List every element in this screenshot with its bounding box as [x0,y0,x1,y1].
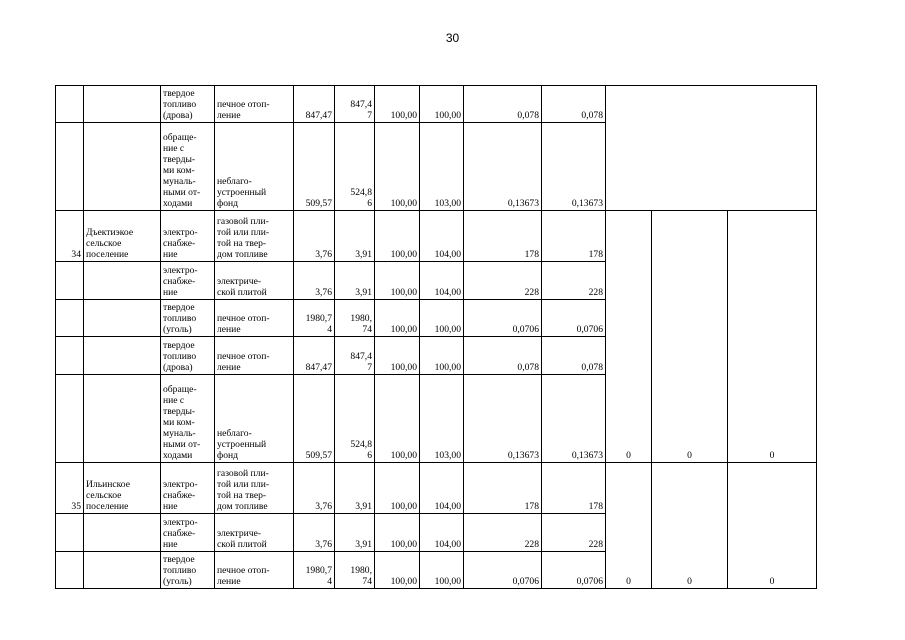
tariff-table [55,85,817,589]
tariff-new-cell: 3,91 [335,211,375,262]
tariff-base-cell: 509,57 [294,123,335,211]
index-1-cell: 100,00 [375,514,420,552]
index-2-cell: 100,00 [420,300,464,337]
tariff-new-cell: 3,91 [335,262,375,300]
norm-1-cell: 0,13673 [464,375,542,463]
index-1-cell: 100,00 [375,86,420,123]
row-number-cell [56,123,84,211]
usage-type-cell: печное отоп- ление [215,300,294,337]
settlement-name-cell: Дъектиэкое сельское поселение [84,211,161,262]
table-row [56,211,817,262]
norm-2-cell: 0,078 [542,86,606,123]
usage-type-cell: неблаго- устроенный фонд [215,123,294,211]
service-type-cell: электро- снабже- ние [161,262,215,300]
group34-total-1: 0 [606,211,652,463]
usage-type-cell: неблаго- устроенный фонд [215,375,294,463]
row-number-cell: 35 [56,463,84,514]
norm-2-cell: 228 [542,262,606,300]
table-body [56,86,817,589]
tariff-base-cell: 847,47 [294,337,335,375]
tariff-new-cell: 847,4 7 [335,86,375,123]
index-1-cell: 100,00 [375,337,420,375]
tariff-new-cell: 524,8 6 [335,375,375,463]
norm-1-cell: 0,078 [464,86,542,123]
index-1-cell: 100,00 [375,375,420,463]
usage-type-cell: печное отоп- ление [215,86,294,123]
index-2-cell: 103,00 [420,123,464,211]
index-1-cell: 100,00 [375,300,420,337]
group34-total-2: 0 [652,211,728,463]
table-row [56,463,817,514]
row-number-cell [56,375,84,463]
norm-2-cell: 0,0706 [542,300,606,337]
index-2-cell: 104,00 [420,463,464,514]
row-number-cell [56,337,84,375]
service-type-cell: твердое топливо (уголь) [161,300,215,337]
norm-2-cell: 0,0706 [542,552,606,589]
index-2-cell: 100,00 [420,552,464,589]
norm-2-cell: 178 [542,463,606,514]
norm-1-cell: 0,0706 [464,300,542,337]
row-number-cell: 34 [56,211,84,262]
service-type-cell: твердое топливо (уголь) [161,552,215,589]
row-number-cell [56,300,84,337]
settlement-name-cell [84,514,161,552]
settlement-name-cell: Ильинское сельское поселение [84,463,161,514]
service-type-cell: твердое топливо (дрова) [161,337,215,375]
tariff-base-cell: 3,76 [294,514,335,552]
tariff-base-cell: 1980,7 4 [294,552,335,589]
tariff-new-cell: 524,8 6 [335,123,375,211]
index-2-cell: 100,00 [420,86,464,123]
group35-total-2: 0 [652,463,728,589]
index-2-cell: 104,00 [420,262,464,300]
table-row [56,86,817,123]
tariff-new-cell: 847,4 7 [335,337,375,375]
index-1-cell: 100,00 [375,123,420,211]
usage-type-cell: электриче- ской плитой [215,262,294,300]
row-number-cell [56,514,84,552]
settlement-name-cell [84,375,161,463]
tariff-new-cell: 1980, 74 [335,552,375,589]
group35-total-3: 0 [728,463,817,589]
index-1-cell: 100,00 [375,463,420,514]
row-number-cell [56,86,84,123]
norm-2-cell: 0,078 [542,337,606,375]
index-1-cell: 100,00 [375,211,420,262]
tariff-base-cell: 3,76 [294,211,335,262]
tariff-base-cell: 3,76 [294,463,335,514]
norm-2-cell: 178 [542,211,606,262]
service-type-cell: электро- снабже- ние [161,514,215,552]
settlement-name-cell [84,300,161,337]
row-number-cell [56,262,84,300]
empty-totals-cell [606,86,817,211]
index-2-cell: 100,00 [420,337,464,375]
group35-total-1: 0 [606,463,652,589]
settlement-name-cell [84,337,161,375]
settlement-name-cell [84,123,161,211]
group34-total-3: 0 [728,211,817,463]
usage-type-cell: газовой пли- той или пли- той на твер- дом топливе [215,211,294,262]
settlement-name-cell [84,262,161,300]
usage-type-cell: печное отоп- ление [215,552,294,589]
service-type-cell: электро- снабже- ние [161,211,215,262]
tariff-new-cell: 3,91 [335,514,375,552]
norm-1-cell: 178 [464,211,542,262]
index-2-cell: 103,00 [420,375,464,463]
usage-type-cell: газовой пли- той или пли- той на твер- дом топливе [215,463,294,514]
tariff-base-cell: 847,47 [294,86,335,123]
norm-1-cell: 228 [464,514,542,552]
page-number: 30 [445,31,460,45]
index-2-cell: 104,00 [420,514,464,552]
norm-1-cell: 228 [464,262,542,300]
usage-type-cell: электриче- ской плитой [215,514,294,552]
norm-2-cell: 0,13673 [542,375,606,463]
service-type-cell: твердое топливо (дрова) [161,86,215,123]
service-type-cell: обраще- ние с тверды- ми ком- муналь- ными от- ходами [161,123,215,211]
settlement-name-cell [84,86,161,123]
norm-1-cell: 0,13673 [464,123,542,211]
tariff-base-cell: 3,76 [294,262,335,300]
norm-2-cell: 0,13673 [542,123,606,211]
norm-1-cell: 0,0706 [464,552,542,589]
norm-1-cell: 178 [464,463,542,514]
tariff-base-cell: 1980,7 4 [294,300,335,337]
settlement-name-cell [84,552,161,589]
tariff-new-cell: 3,91 [335,463,375,514]
index-1-cell: 100,00 [375,262,420,300]
service-type-cell: электро- снабже- ние [161,463,215,514]
index-1-cell: 100,00 [375,552,420,589]
norm-2-cell: 228 [542,514,606,552]
norm-1-cell: 0,078 [464,337,542,375]
tariff-new-cell: 1980, 74 [335,300,375,337]
tariff-base-cell: 509,57 [294,375,335,463]
service-type-cell: обраще- ние с тверды- ми ком- муналь- ными от- ходами [161,375,215,463]
row-number-cell [56,552,84,589]
index-2-cell: 104,00 [420,211,464,262]
usage-type-cell: печное отоп- ление [215,337,294,375]
